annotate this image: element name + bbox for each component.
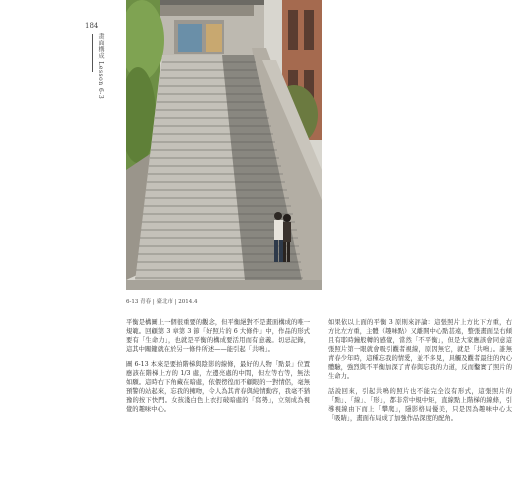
page-number: 184 <box>85 22 99 30</box>
photo-caption: 6-13 青春 | 臺北市 | 2014.4 <box>126 299 198 305</box>
right-paragraph-2: 話說回來，引起共鳴的照片也不能完全沒有形式，這張照片的「點」、「線」、「形」，都非常中規中矩，直線點上階梯的線條，引導視線由下而上「攀爬」，隱影格局優美，只是因為趣味中心太「吸睛」，畫面布局成了加強作品深度的配角。 <box>328 388 512 422</box>
left-paragraph-2: 圖 6-13 本來是要拍階梯與陰影的線條，最好的人物「點景」位置應該在階梯上方的 1/3 處，左邊亮處的中間，但左等右等，無法如願。這時右下角藏在暗處，依偎徬徨而不顧眼的一對情侶，毫無預警的站起來，忘我的擁吻，令人為其青春與純情動容，我毫不猶豫的按下快門。女孩淺白色上衣打破暗處的「寫勢」，立刻成為視覺的趣味中心。 <box>126 361 310 413</box>
right-text-column <box>328 318 512 429</box>
left-paragraph-1: 平衡是構圖上一個很重要的觀念，但平衡絕對不是畫面構成的唯一規範。回顧第 3 章第 3 節「好照片的 6 大條件」中，作品的形式要有「生命力」，也就是平衡的構成要活用而有意義。切忌記錄，這其中關鍵就在於另一條件所述——能引起「共鳴」。 <box>126 319 310 353</box>
running-head-rule <box>92 34 93 72</box>
stairway-photo <box>126 0 322 290</box>
left-text-column <box>126 318 310 420</box>
running-head: 畫面構成 Lesson 6-3 <box>97 33 104 100</box>
right-paragraph-1: 如果依以上面的平衡 3 原則來評論：這張照片上方比下方重，右方比左方重，主體（趣味點）又離開中心點甚遠，整張畫面呈右傾且有耶時鐘般轉的感覺，當然「不平衡」，但是大家應該會同意這張照片第一眼就會吸引觀者視線，原因無它，就是「共鳴」。誰無青春少年時，這種忘我的情愛，並不多見，具觸及觀者最往的內心體驗，強烈與不平衡加深了青春與忘我的力道，反而鑿實了照片的生命力。 <box>328 319 512 380</box>
